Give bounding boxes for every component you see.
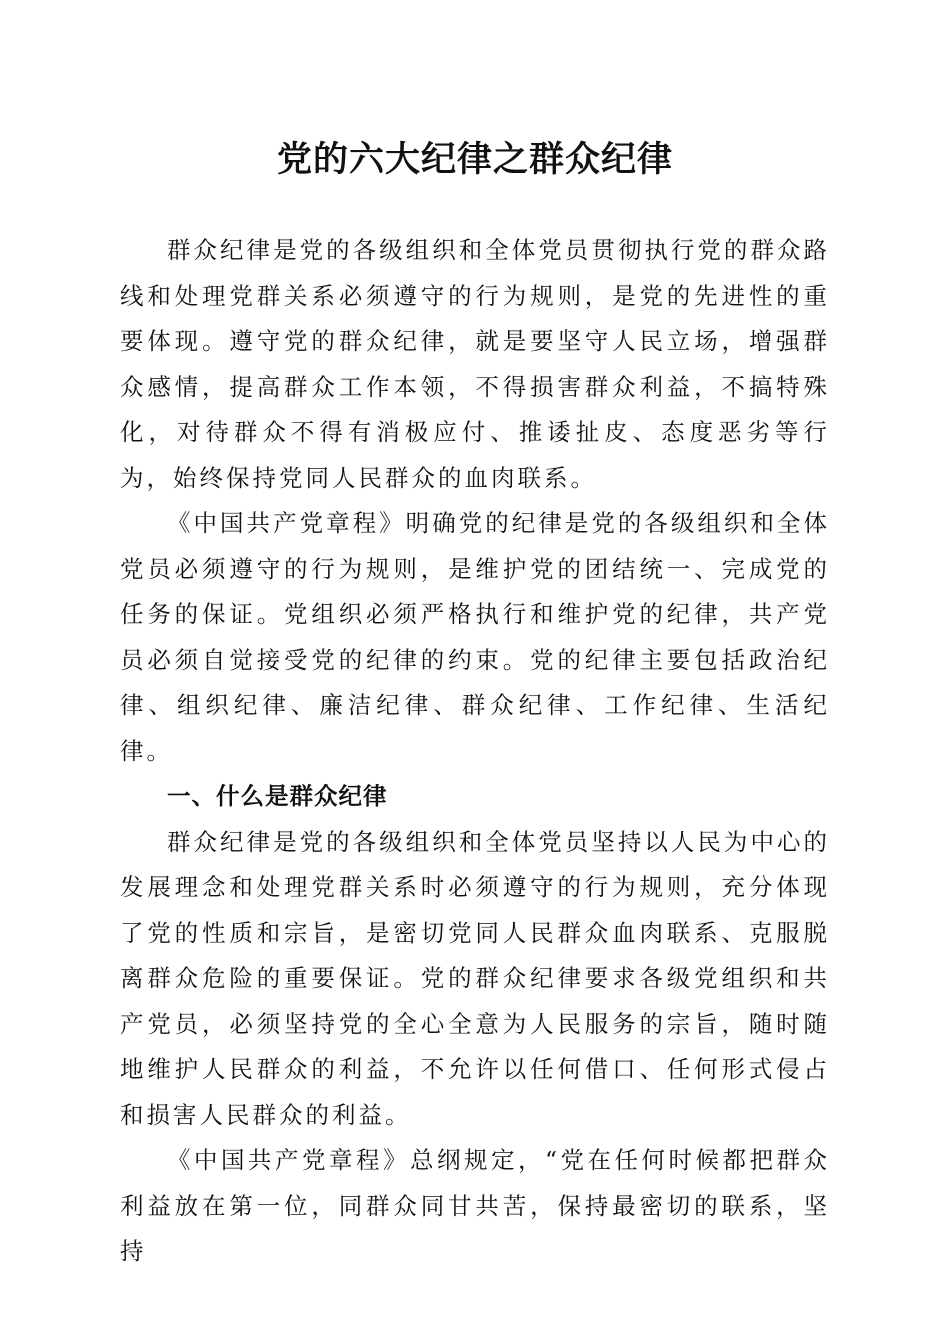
section-heading: 一、什么是群众纪律 <box>167 782 388 810</box>
paragraph-intro: 群众纪律是党的各级组织和全体党员贯彻执行党的群众路线和处理党群关系必须遵守的行为规则，是党的先进性的重要体现。遵守党的群众纪律，就是要坚守人民立场，增强群众感情，提高群众工作本领，不得损害群众利益，不搞特殊化，对待群众不得有消极应付、推诿扯皮、态度恶劣等行为，始终保持党同人民群众的血肉联系。 <box>120 236 830 492</box>
paragraph-definition: 群众纪律是党的各级组织和全体党员坚持以人民为中心的发展理念和处理党群关系时必须遵守的行为规则，充分体现了党的性质和宗旨，是密切党同人民群众血肉联系、克服脱离群众危险的重要保证。党的群众纪律要求各级党组织和共产党员，必须坚持党的全心全意为人民服务的宗旨，随时随地维护人民群众的利益，不允许以任何借口、任何形式侵占和损害人民群众的利益。 <box>120 827 830 1129</box>
document-body <box>120 228 830 1275</box>
paragraph-party-constitution: 《中国共产党章程》明确党的纪律是党的各级组织和全体党员必须遵守的行为规则，是维护党的团结统一、完成党的任务的保证。党组织必须严格执行和维护党的纪律，共产党员必须自觉接受党的纪律的约束。党的纪律主要包括政治纪律、组织纪律、廉洁纪律、群众纪律、工作纪律、生活纪律。 <box>120 509 830 765</box>
document-title: 党的六大纪律之群众纪律 <box>276 139 673 180</box>
paragraph-general-program: 《中国共产党章程》总纲规定，“党在任何时候都把群众利益放在第一位，同群众同甘共苦，保持最密切的联系，坚持 <box>120 1146 830 1265</box>
